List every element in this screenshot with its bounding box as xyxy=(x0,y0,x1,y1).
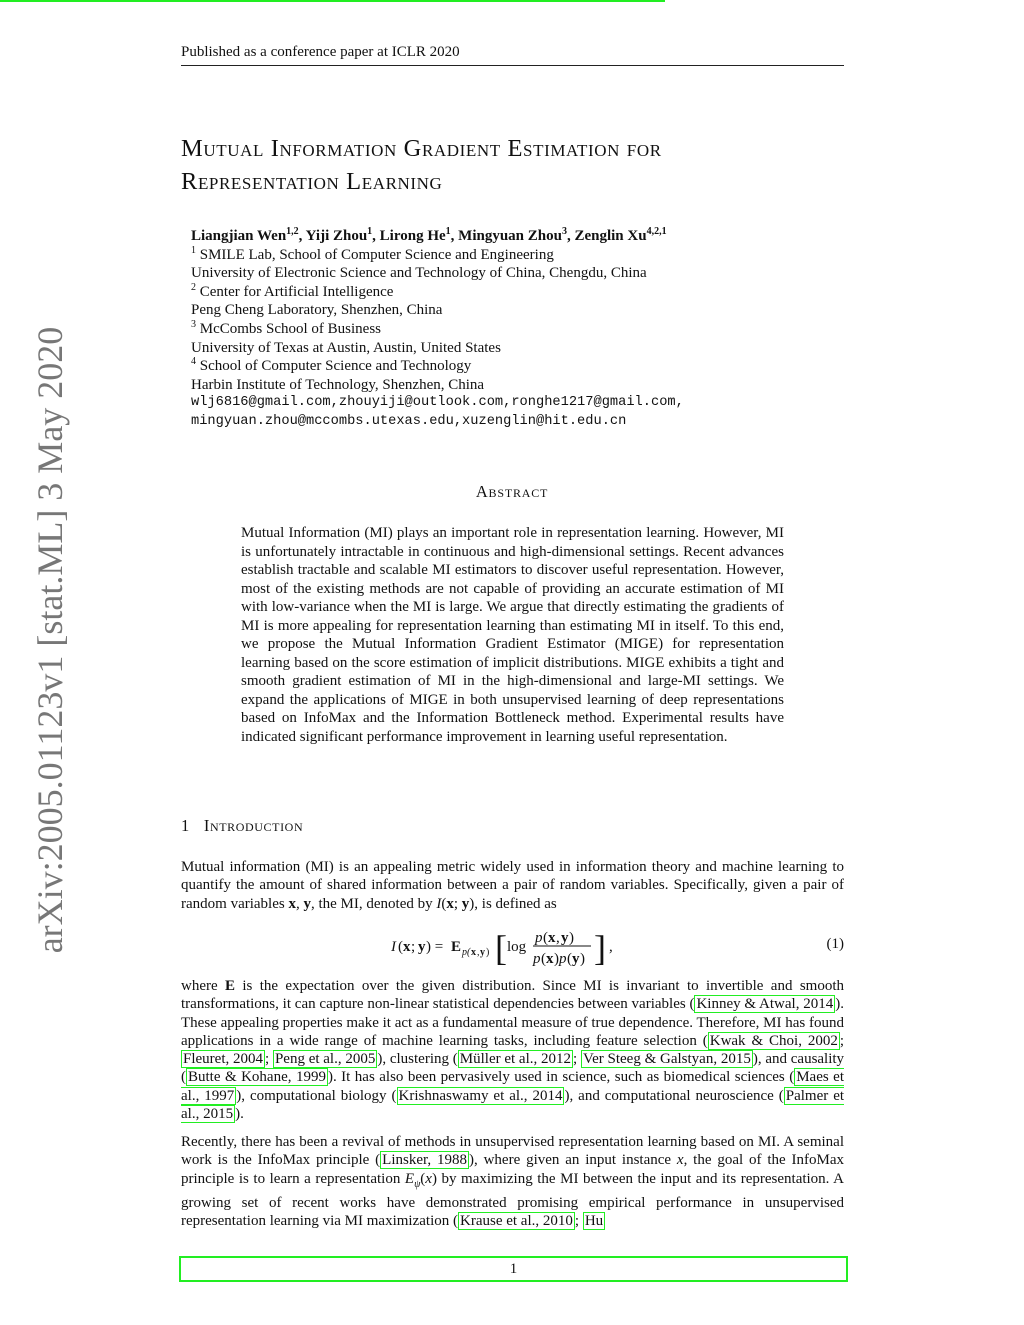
math-inline: x, y xyxy=(288,895,311,912)
top-link-border xyxy=(0,0,665,2)
affiliation-line xyxy=(191,320,841,339)
svg-text:x: x xyxy=(471,947,476,958)
affiliation-line: University of Texas at Austin, Austin, United States xyxy=(191,339,501,356)
svg-text:x: x xyxy=(403,939,411,955)
paragraph-text: where xyxy=(181,978,225,994)
author-name: Mingyuan Zhou xyxy=(458,228,562,244)
svg-text:p: p xyxy=(559,951,567,967)
svg-text:(: ( xyxy=(541,951,546,967)
section-title: Introduction xyxy=(203,816,304,835)
svg-text:(: ( xyxy=(543,930,548,946)
svg-text:x: x xyxy=(548,930,556,946)
affiliation-line: University of Electronic Science and Technology of China, Chengdu, China xyxy=(191,265,647,282)
svg-text:(: ( xyxy=(398,939,403,955)
svg-text:): ) xyxy=(554,951,559,967)
paragraph-text: ). xyxy=(235,1106,244,1123)
section-number: 1 xyxy=(181,816,190,835)
citation-link[interactable]: Peng et al., 2005 xyxy=(274,1051,376,1068)
svg-text:,: , xyxy=(556,930,560,946)
math-inline: x xyxy=(676,1152,684,1169)
svg-text:log: log xyxy=(507,939,527,955)
svg-text:x: x xyxy=(546,951,554,967)
author-affiliation-marker: 3 xyxy=(561,226,567,237)
author-name: Yiji Zhou xyxy=(305,228,368,244)
intro-paragraph-2: where E is the expectation over the given distribution. Since MI is invariant to invertible and smooth transformations, it can capture non-linear statistical dependencies between variables ( Kinney & Atwal, 2014 ). These appealing properties make it act as a fundamental measure of true dependence. Therefore, MI has found applications in a wide range of machine learning tasks, including feature selection ( Kwak & Choi, 2002 ; Fleuret, 2004 ; Peng et al., 2005 ), clustering ( Müller et al., 2012 ; Ver Steeg & Galstyan, 2015 ), and causality ( Butte & Kohane, 1999 ). It has also been pervasively used in science, such as biomedical sciences ( Maes et al., 1997 ), computational biology ( Krishnaswamy et al., 2014 ), and computational neuroscience ( Palmer et al., 2015 ). xyxy=(181,978,845,1123)
svg-text:]: ] xyxy=(594,928,606,968)
author-affiliation-marker: 1 xyxy=(367,226,373,237)
math-inline: E xyxy=(225,978,236,994)
svg-text:): ) xyxy=(580,951,585,967)
affiliation-text: SMILE Lab, School of Computer Science and Engineering xyxy=(199,246,554,263)
equation-1 xyxy=(181,924,844,968)
paragraph-text: , the goal of the InfoMax principle is to learn a representation xyxy=(181,1152,844,1187)
svg-text:(: ( xyxy=(567,951,572,967)
citation-link[interactable]: Kwak & Choi, 2002 xyxy=(709,1032,838,1049)
affiliation-line xyxy=(191,246,841,265)
svg-text:): ) xyxy=(486,947,490,958)
affiliation-line xyxy=(191,283,841,302)
citation-link[interactable]: Butte & Kohane, 1999 xyxy=(188,1069,326,1086)
affiliation-marker: 4 xyxy=(191,356,196,368)
arxiv-identifier: arXiv:2005.01123v1 [stat.ML] 3 May 2020 xyxy=(30,326,70,954)
svg-text:) =: ) = xyxy=(426,939,444,955)
svg-text:p: p xyxy=(533,951,541,967)
svg-text:): ) xyxy=(569,930,574,946)
affiliation-text: McCombs School of Business xyxy=(199,320,382,337)
svg-text:y: y xyxy=(572,951,580,967)
paragraph-text: , the MI, denoted by xyxy=(310,895,437,912)
svg-text:;: ; xyxy=(411,939,416,955)
svg-text:E: E xyxy=(451,939,462,955)
page-number-link[interactable]: 1 xyxy=(179,1256,848,1282)
section-heading-introduction xyxy=(181,816,303,836)
svg-text:,: , xyxy=(609,939,613,955)
author-name: Zenglin Xu xyxy=(574,228,647,244)
intro-paragraph-3: Recently, there has been a revival of methods in unsupervised representation learning based on MI. A seminal work is the InfoMax principle ( Linsker, 1988 ), where given an input instance x, the goal of the InfoMax principle is to learn a representation $E_\psi(x)$ by maximizing the MI between the input and its representation. A growing set of recent works have demonstrated promising empirical performance in unsupervised representation learning via MI maximization ( Krause et al., 2010 ; Hu xyxy=(181,1134,844,1230)
citation-link[interactable]: Fleuret, 2004 xyxy=(183,1051,264,1068)
affiliation-marker: 1 xyxy=(191,244,196,256)
title-line-1: Mutual Information Gradient Estimation for xyxy=(181,135,662,162)
affiliation-text: Center for Artificial Intelligence xyxy=(199,283,394,300)
paragraph-text: by maximizing the MI between the input and its representation. A growing set of recent works have demonstrated promising empirical performance in unsupervised representation learning via MI maximization ( xyxy=(181,1170,844,1230)
citation-link[interactable]: Maes et al., 1997 xyxy=(181,1069,844,1104)
citation-link[interactable]: Hu xyxy=(584,1213,604,1230)
citation-link[interactable]: Linsker, 1988 xyxy=(382,1152,467,1169)
paragraph-text: Recently, there has been a revival of methods in unsupervised representation learning based on MI. A seminal work is the InfoMax principle ( xyxy=(181,1134,844,1169)
email-line: mingyuan.zhou@mccombs.utexas.edu,xuzenglin@hit.edu.cn xyxy=(191,413,627,429)
svg-text:y: y xyxy=(418,939,426,955)
affiliation-line xyxy=(191,357,841,376)
affiliation-line: Peng Cheng Laboratory, Shenzhen, China xyxy=(191,302,443,319)
paragraph-text: ). These appealing properties make it act as a fundamental measure of true dependence. Therefore, MI has found applications in a wide range of machine learning tasks, including feature selection ( xyxy=(181,996,844,1049)
author-block xyxy=(191,227,841,432)
running-header: Published as a conference paper at ICLR 2020 xyxy=(181,44,844,66)
citation-link[interactable]: Müller et al., 2012 xyxy=(459,1051,572,1068)
svg-text:[: [ xyxy=(495,928,507,968)
citation-link[interactable]: Ver Steeg & Galstyan, 2015 xyxy=(582,1051,751,1068)
affiliation-marker: 3 xyxy=(191,318,196,330)
author-affiliation-marker: 4,2,1 xyxy=(646,226,667,237)
paragraph-text: , is defined as xyxy=(474,895,557,912)
equation-number: (1) xyxy=(826,936,844,952)
paragraph-text: ), clustering ( xyxy=(377,1051,458,1068)
intro-paragraph-1: Mutual information (MI) is an appealing metric widely used in information theory and machine learning to quantify the amount of shared information between a pair of random variables. Specifically, given a pair of random variables x, y, the MI, denoted by I(x; y), is defined as xyxy=(181,859,844,912)
author-name: Lirong He xyxy=(379,228,446,244)
abstract-heading: Abstract xyxy=(475,482,549,501)
paragraph-text: ), where given an input instance xyxy=(469,1152,677,1169)
citation-link[interactable]: Kinney & Atwal, 2014 xyxy=(696,996,834,1013)
svg-text:I: I xyxy=(391,939,396,955)
paragraph-text: is the expectation over the given distribution. Since MI is invariant to invertible and smooth transformations, it can capture non-linear statistical dependencies between variables ( xyxy=(181,978,844,1013)
author-name: Liangjian Wen xyxy=(191,228,287,244)
paragraph-text: ), and causality ( xyxy=(181,1051,845,1086)
equation-1-formula xyxy=(391,924,651,968)
citation-link[interactable]: Krishnaswamy et al., 2014 xyxy=(398,1087,563,1104)
affiliation-line: Harbin Institute of Technology, Shenzhen, China xyxy=(191,376,485,393)
math-inline: $E_\psi$ xyxy=(404,1170,421,1190)
abstract-body: Mutual Information (MI) plays an important role in representation learning. However, MI is unfortunately intractable in continuous and high-dimensional settings. Recent advances establish tractable and scalable MI estimators to discover useful representation. However, most of the existing methods are not capable of providing an accurate estimation of MI with low-variance when the MI is large. We argue that directly estimating the gradients of MI is more appealing for representation learning than estimating MI in itself. To this end, we propose the Mutual Information Gradient Estimator (MIGE) for representation learning based on the score estimation of implicit distributions. MIGE exhibits a tight and smooth gradient estimation of MI in the high-dimensional and large-MI settings. We expand the applications of MIGE in both unsupervised learning of deep representations based on InfoMax and the Information Bottleneck method. Experimental results have indicated significant performance improvement in learning useful representation. xyxy=(241,525,784,745)
paper-title xyxy=(181,132,881,198)
paragraph-text: Mutual information (MI) is an appealing metric widely used in information theory and machine learning to quantify the amount of shared information between a pair of random variables. Specifically, given a pair of random variables xyxy=(181,859,844,912)
paragraph-text: ). It has also been pervasively used in science, such as biomedical sciences ( xyxy=(327,1069,795,1086)
svg-text:,: , xyxy=(477,947,480,958)
svg-text:p: p xyxy=(535,930,543,946)
affiliation-text: School of Computer Science and Technology xyxy=(199,358,472,375)
author-affiliation-marker: 1 xyxy=(445,226,451,237)
svg-text:y: y xyxy=(480,947,485,958)
citation-link[interactable]: Palmer et al., 2015 xyxy=(181,1087,845,1123)
author-list: Liangjian Wen$^{1,2}$, Yiji Zhou$^1$, Lirong He$^1$, Mingyuan Zhou$^3$, Zenglin Xu$^{4,2,1}$ xyxy=(191,226,667,244)
paragraph-text: ), computational biology ( xyxy=(236,1087,397,1104)
affiliation-marker: 2 xyxy=(191,281,196,293)
svg-text:y: y xyxy=(561,930,569,946)
paragraph-text: ), and computational neuroscience ( xyxy=(564,1087,784,1104)
title-line-2: Representation Learning xyxy=(181,168,443,195)
math-inline: I xyxy=(436,895,442,912)
citation-link[interactable]: Krause et al., 2010 xyxy=(460,1213,573,1230)
author-affiliation-marker: 1,2 xyxy=(286,226,299,237)
email-line: wlj6816@gmail.com,zhouyiji@outlook.com,ronghe1217@gmail.com, xyxy=(191,395,684,411)
svg-text:p(: p( xyxy=(462,947,471,958)
